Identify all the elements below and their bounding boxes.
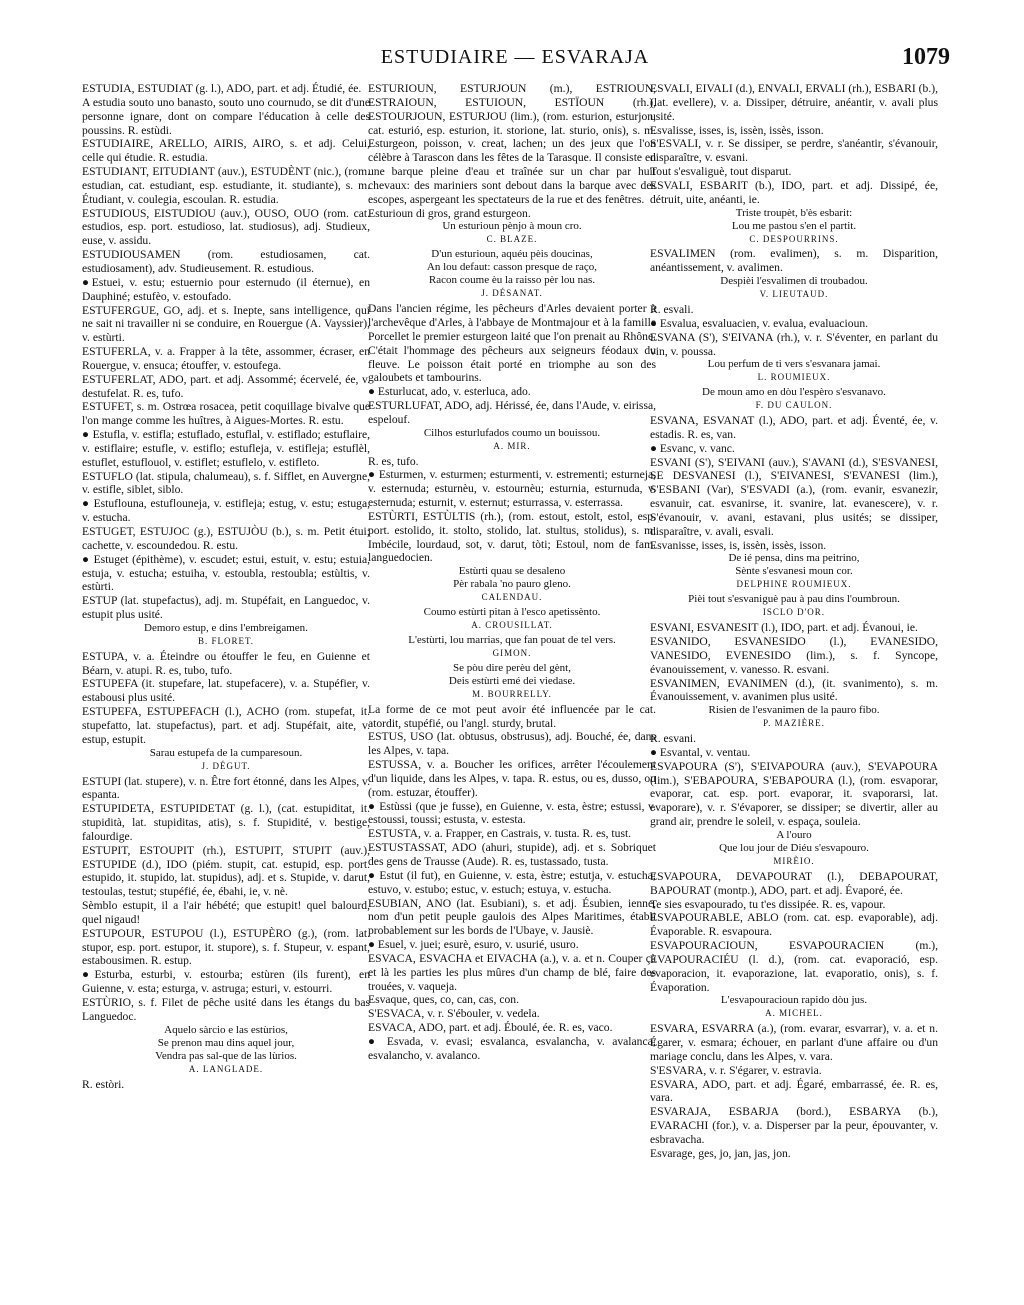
dictionary-entry: ESVANIMEN, EVANIMEN (d.), (it. svanimento), s. m. Évanouissement, v. avanimen plus usité. <box>650 676 938 704</box>
dictionary-entry: ● Esuel, v. juei; esurè, esuro, v. usurié, usuro. <box>368 938 579 952</box>
quotation-line: Lou me pastou s'en el partit. <box>731 219 857 232</box>
quotation-author: MIRÈIO. <box>773 855 815 866</box>
quotation-line: Sarau estupefa de la cumparesoun. <box>149 746 303 759</box>
quotation-line: Coumo estùrti pitan à l'esco apetissènto. <box>423 606 601 619</box>
quotation-author: A. MICHEL. <box>765 1008 823 1019</box>
quotation-line: Aquelo sàrcio e las estùrios, <box>164 1023 288 1036</box>
dictionary-entry: ● Estuget (épithème), v. escudet; estui, estuit, v. estu; estuia, estuja, v. estucha; estuiha, v. estoubla, restoubla; estùltis, v. estùrti. <box>82 552 370 594</box>
dictionary-entry: ESTUPEFA (it. stupefare, lat. stupefacere), v. a. Stupéfier, v. estabousi plus usité. <box>82 677 370 705</box>
dictionary-entry: La forme de ce mot peut avoir été influencée par le cat. atordit, stupéfié, ou l'angl. sturdy, brutal. <box>368 702 656 730</box>
quotation-author: DELPHINE ROUMIEUX. <box>736 579 852 590</box>
quotation-line: De ié pensa, dins ma peitrino, <box>728 552 860 565</box>
dictionary-entry: ESTUPIDETA, ESTUPIDETAT (g. l.), (cat. estupiditat, it. stupidità, lat. stupiditas, atis), s. f. Stupidité, v. bestige, falourdige. <box>82 802 370 843</box>
dictionary-entry: ESVACA, ESVACHA et EIVACHA (a.), v. a. et n. Couper çà et là les parties les plus mûres d'un champ de blé, faire des trouées, v. vaqueja. <box>368 951 656 993</box>
quotation-line: Deis estùrti emé dei viedase. <box>448 674 576 687</box>
dictionary-entry: ESVAPOURA, DEVAPOURAT (l.), DEBAPOURAT, BAPOURAT (montp.), ADO, part. et adj. Évaporé, ée. <box>650 869 938 897</box>
dictionary-entry: ESTUSTA, v. a. Frapper, en Castrais, v. tusta. R. es, tust. <box>368 827 632 841</box>
dictionary-entry: ● Esvalua, esvaluacien, v. evalua, evaluacioun. <box>650 316 869 330</box>
quotation-line: L'estùrti, lou marrias, que fan pouat de tel vers. <box>408 634 616 646</box>
dictionary-entry: ESTUP (lat. stupefactus), adj. m. Stupéfait, en Languedoc, v. estupit plus usité. <box>82 594 370 622</box>
quotation-line: Lou perfum de ti vers s'esvanara jamai. <box>707 358 881 371</box>
page-number: 1079 <box>902 44 950 70</box>
quotation-line: Se prenon mau dins aquel jour, <box>157 1036 295 1049</box>
dictionary-entry: ESTUFLO (lat. stipula, chalumeau), s. f. Sifflet, en Auvergne, v. estifle, siblet, siblo. <box>82 469 370 497</box>
dictionary-entry: R. esvali. <box>650 302 694 316</box>
dictionary-entry: ESVALIMEN (rom. evalimen), s. m. Disparition, anéantissement, v. avalimen. <box>650 247 938 275</box>
dictionary-entry: ESTUS, USO (lat. obtusus, obstrusus), adj. Bouché, ée, dans les Alpes, v. tapa. <box>368 730 656 758</box>
dictionary-entry: ESTUPIT, ESTOUPIT (rh.), ESTUPIT, STUPIT (auv.), ESTUPIDE (d.), IDO (piém. stupit, cat. estupid, esp. port. estupido, it. stupido, lat. stupidus), adj. et s. Stupide, v. darut, testoulas, testut; stupéfié, ée, ébahi, ie, v. nè. <box>82 843 370 899</box>
quotation-author: A. MIR. <box>493 440 531 451</box>
quotation-author: A. CROUSILLAT. <box>471 620 553 631</box>
dictionary-entry: A estudia souto uno banasto, souto uno cournudo, se dit d'une personne ignare, dont on compare l'éducation à celle des poussins. R. estùdi. <box>82 95 370 137</box>
dictionary-entry: ESVANA, ESVANAT (l.), ADO, part. et adj. Éventé, ée, v. estadis. R. es, van. <box>650 414 938 441</box>
dictionary-entry: ESTUFERGUE, GO, adj. et s. Inepte, sans intelligence, qui ne sait ni travailler ni se conduire, en Rouergue (A. Vayssier), v. estùrti. <box>82 303 370 345</box>
dictionary-entry: ESVACA, ADO, part. et adj. Éboulé, ée. R. es, vaco. <box>368 1021 613 1035</box>
column-middle <box>368 82 656 1063</box>
quotation-line: D'un esturioun, aquéu pèis doucinas, <box>431 248 593 261</box>
dictionary-entry: ESTUFERLA, v. a. Frapper à la tête, assommer, écraser, en Rouergue, v. ensuca; étouffer, v. estoufega. <box>82 345 370 372</box>
quotation-author: C. BLAZE. <box>486 234 538 245</box>
quotation-line: Despièi l'esvalimen di troubadou. <box>720 275 868 288</box>
quotation-author: P. MAZIÈRE. <box>763 718 825 729</box>
quotation-line: Racon coume èu la raisso pèr lou nas. <box>428 274 596 287</box>
dictionary-entry: Dans l'ancien régime, les pêcheurs d'Arles devaient porter à l'archevêque d'Arles, à l'abbaye de Montmajour et à la famille Porcellet le premier esturgeon laité que l'on prenait au Rhône. C'était l'hommage des pêcheurs aux seigneurs féodaux du fleuve. Le poisson était porté en triomphe au son des galoubets et tambourins. <box>368 302 656 385</box>
dictionary-entry: ESTÙRTI, ESTÙLTIS (rh.), (rom. estout, estolt, estol, esp. port. estolido, it. stolto, stolido, lat. stultus, stolidus), s. m. Imbécile, lourdaud, sot, v. darut, tòti; Estoul, nom de fam. languedocien. <box>368 509 656 565</box>
dictionary-entry: ESVAPOURABLE, ABLO (rom. cat. esp. evaporable), adj. Évaporable. R. esvapoura. <box>650 911 938 939</box>
quotation-line: Cilhos esturlufados coumo un bouissou. <box>423 426 601 439</box>
dictionary-entry: Esvalisse, isses, is, issèn, issès, isson. <box>650 123 824 137</box>
dictionary-entry: ESTURLUFAT, ADO, adj. Hérissé, ée, dans l'Aude, v. eirissa, espelouf. <box>368 399 656 426</box>
quotation-line: An lou defaut: casson presque de raço, <box>426 261 598 274</box>
dictionary-entry: ESTURIOUN, ESTURJOUN (m.), ESTRIOUN, ESTRAIOUN, ESTUIOUN, ESTÏOUN (rh.), ESTOURJOUN, ESTURJOU (lim.), (rom. esturion, esturjon, cat. esturió, esp. esturion, it. storione, lat. sturio, onis), s. m. Esturgeon, poisson, v. creat, lachen; un des jeux que l'on célèbre à Tarascon dans les fêtes de la Tarasque. Il consiste en une barque pleine d'eau et traînée sur un char par huit chevaux: des mariniers sont debout dans la barque avec des escopes, aspergeant les spectateurs de la rue et des fenêtres. <box>368 82 656 206</box>
dictionary-entry: S'ESVACA, v. r. S'ébouler, v. vedela. <box>368 1007 540 1021</box>
dictionary-entry: ESVANI (S'), S'EIVANI (auv.), S'AVANI (d.), S'ESVANESI, SE DESVANESI (l.), S'EIVANESI, S'EVANESI (lim.), S'ESBANI (Var), S'ESVADI (a.), (rom. evanir, esvanezir, esvanuir, cat. esvanirse, it. svanire, lat. evanescere), v. r. S'évanouir, v. avani, estavani, plus usités; se dissiper, disparaître, v. avali, esvali. <box>650 455 938 538</box>
dictionary-entry: R. esvani. <box>650 732 697 746</box>
quotation-line: Que lou jour de Diéu s'esvapouro. <box>719 841 869 854</box>
dictionary-entry: Esturioun di gros, grand esturgeon. <box>368 206 531 220</box>
dictionary-entry: ● Estufla, v. estifla; estuflado, estuflal, v. estiflado; estuflaire, v. estiflaire; estufle, v. estiflo; estufleja, v. estifleja; estuflèl, estuflet, estuflouol, v. estiflet; estuflelo, v. estifleto. <box>82 428 370 469</box>
quotation-line: Sènte s'esvanesi moun cor. <box>735 565 853 578</box>
dictionary-entry: ESVALI, ESBARIT (b.), IDO, part. et adj. Dissipé, ée, détruit, uite, anéanti, ie. <box>650 178 938 206</box>
dictionary-entry: Tout s'esvaliguè, tout disparut. <box>650 165 792 179</box>
dictionary-entry: S'ESVALI, v. r. Se dissiper, se perdre, s'anéantir, s'évanouir, disparaître, v. esvani. <box>650 137 938 165</box>
dictionary-entry: ESTUSTASSAT, ADO (ahuri, stupide), adj. et s. Sobriquet des gens de Trausse (Aude). R. es, tustassado, tusta. <box>368 841 656 868</box>
dictionary-entry: ● Estut (il fut), en Guienne, v. esta, èstre; estutja, v. estucha; estuvo, v. estubo; estuc, v. estuch; estuya, v. estucha. <box>368 868 656 896</box>
dictionary-entry: Esvarage, ges, jo, jan, jas, jon. <box>650 1146 791 1160</box>
dictionary-entry: ESVAPOURA (S'), S'EIVAPOURA (auv.), S'EVAPOURA (lim.), S'EBAPOURA, S'EBAPOURA (l.), (rom. esvaporar, evaporar, cat. esp. port. evaporar, it. svaporarsi, lat. evaporare), v. r. S'évaporer, se dissiper; se divertir, aller au grand air, prendre le soleil, v. espaça, souleia. <box>650 759 938 829</box>
quotation-author: V. LIEUTAUD. <box>759 289 829 300</box>
dictionary-entry: ESTUGET, ESTUJOC (g.), ESTUJÒU (b.), s. m. Petit étui; cachette, v. escoundedou. R. estu. <box>82 525 370 552</box>
quotation-line: Vendra pas sal-que de las lùrios. <box>155 1049 297 1062</box>
dictionary-entry: R. estòri. <box>82 1077 125 1091</box>
dictionary-entry: ●Esturba, esturbi, v. estourba; estùren (ils furent), en Guienne, v. esta; esturga, v. astruga; esturi, v. estourri. <box>82 968 370 996</box>
dictionary-entry: ESVARA, ESVARRA (a.), (rom. evarar, esvarrar), v. a. et n. Égarer, v. esmara; échouer, en parlant d'une affaire ou d'un mariage conclu, dans les Alpes, v. vara. <box>650 1022 938 1063</box>
dictionary-entry: Te sies esvapourado, tu t'es dissipée. R. es, vapour. <box>650 897 886 911</box>
dictionary-entry: ESTUFERLAT, ADO, part. et adj. Assommé; écervelé, ée, v. destufelat. R. es, tufo. <box>82 372 370 400</box>
quotation-author: ISCLO D'OR. <box>762 607 826 618</box>
quotation-line: De moun amo en dòu l'espèro s'esvanavo. <box>702 386 886 399</box>
quotation-line: Estùrti quau se desaleno <box>458 565 566 578</box>
quotation-line: Pèr rabala 'no pauro gleno. <box>453 578 571 591</box>
dictionary-entry: ●Estuei, v. estu; estuernio pour esternudo (il éternue), en Dauphiné; estufèo, v. estoufado. <box>82 275 370 303</box>
dictionary-entry: ESTUDIAIRE, ARELLO, AIRIS, AIRO, s. et adj. Celui, celle qui étudie. R. estudia. <box>82 137 370 165</box>
dictionary-entry: Sèmblo estupit, il a l'air hébété; que estupit! quel balourd, quel nigaud! <box>82 899 370 926</box>
quotation-author: B. FLORET. <box>197 635 255 646</box>
quotation-line: L'esvapouracioun rapido dòu jus. <box>720 994 868 1007</box>
dictionary-entry: ESTUPI (lat. stupere), v. n. Être fort étonné, dans les Alpes, v. espanta. <box>82 774 370 802</box>
dictionary-entry: ESTÙRIO, s. f. Filet de pêche usité dans les étangs du bas Languedoc. <box>82 996 370 1023</box>
dictionary-entry: ● Esvantal, v. ventau. <box>650 745 751 759</box>
quotation-line: Demoro estup, e dins l'embreigamen. <box>144 621 308 634</box>
dictionary-entry: ● Estuflouna, estuflouneja, v. estifleja; estug, v. estu; estuga, v. estucha. <box>82 497 370 525</box>
dictionary-entry: S'ESVARA, v. r. S'égarer, v. estravia. <box>650 1063 822 1077</box>
quotation-author: J. DÉSANAT. <box>481 288 543 299</box>
dictionary-entry: ESTUPEFA, ESTUPEFACH (l.), ACHO (rom. stupefat, it. stupefatto, lat. stupefactus), part. et adj. Stupéfait, aite, v. estup, estupit. <box>82 705 370 746</box>
quotation-author: C. DESPOURRINS. <box>749 233 839 244</box>
dictionary-entry: ESTUDIANT, EITUDIANT (auv.), ESTUDÈNT (nic.), (rom. estudian, cat. estudiant, esp. estudiante, it. studiante), s. m. Étudiant, v. coulegia, escoulan. R. estudia. <box>82 165 370 206</box>
quotation-author: A. LANGLADE. <box>188 1063 264 1074</box>
dictionary-entry: Esvanisse, isses, is, issèn, issès, isson. <box>650 538 827 552</box>
dictionary-entry: ESTUSSA, v. a. Boucher les orifices, arrêter l'écoulement d'un liquide, dans les Alpes, v. tapa. R. estus, ou es, dusso, ou (rom. estuzar, étouffer). <box>368 758 656 799</box>
column-left <box>82 82 370 1091</box>
dictionary-entry: ● Esturlucat, ado, v. esterluca, ado. <box>368 385 531 399</box>
dictionary-entry: ESVARA, ADO, part. et adj. Égaré, embarrassé, ée. R. es, vara. <box>650 1077 938 1105</box>
quotation-line: Un esturioun pènjo à moun cro. <box>442 220 582 233</box>
dictionary-entry: R. es, tufo. <box>368 454 419 468</box>
quotation-author: J. DÉGUT. <box>201 760 251 771</box>
quotation-line: Pièi tout s'esvaniguè pau à pau dins l'oumbroun. <box>688 593 900 606</box>
dictionary-entry: ESVANA (S'), S'EIVANA (rh.), v. r. S'éventer, en parlant du vin, v. poussa. <box>650 330 938 358</box>
quotation-author: M. BOURRELLY. <box>472 688 552 699</box>
dictionary-entry: ESVARAJA, ESBARJA (bord.), ESBARYA (b.), EVARACHI (for.), v. a. Disperser par la peur, épouvanter, v. esbravacha. <box>650 1105 938 1146</box>
dictionary-entry: ● Esvanc, v. vanc. <box>650 441 735 455</box>
running-head <box>80 46 950 76</box>
dictionary-entry: ● Esturmen, v. esturmen; esturmenti, v. estrementi; esturneja, v. esternuda; esturnèu, v. estournèu; esturnia, esturnuda, v. esternuda; esturnit, v. esternut; esturrassa, v. esterrassa. <box>368 468 656 510</box>
dictionary-entry: ESVAPOURACIOUN, ESVAPOURACIEN (m.), EVAPOURACIÉU (l. d.), (rom. cat. evaporació, esp. evaporacion, it. evaporazione, lat. evaporatio, onis), s. f. Évaporation. <box>650 939 938 994</box>
quotation-author: F. DU CAULON. <box>755 400 833 411</box>
dictionary-entry: ESTUPOUR, ESTUPOU (l.), ESTUPÈRO (g.), (rom. lat. stupor, esp. port. estupor, it. stupore), s. f. Stupeur, v. espant, estabousimen. R. estup. <box>82 926 370 968</box>
dictionary-entry: ESTUFET, s. m. Ostrœa rosacea, petit coquillage bivalve que l'on mange comme les huîtres, à Aigues-Mortes. R. estu. <box>82 400 370 428</box>
quotation-line: A l'ouro <box>776 828 812 841</box>
dictionary-entry: ESTUDIOUSAMEN (rom. estudiosamen, cat. estudiosament), adv. Studieusement. R. estudious. <box>82 248 370 275</box>
running-title: ESTUDIAIRE — ESVARAJA <box>380 46 650 68</box>
dictionary-entry: ESTUPA, v. a. Éteindre ou étouffer le feu, en Guienne et Béarn, v. atupi. R. es, tubo, tufo. <box>82 649 370 677</box>
quotation-line: Triste troupèt, b'ès esbarit: <box>735 206 853 219</box>
dictionary-entry: ● Estùssi (que je fusse), en Guienne, v. esta, èstre; estussi, v. estoussi, toussi; estusta, v. estesta. <box>368 799 656 827</box>
dictionary-entry: ESVALI, EIVALI (d.), ENVALI, ERVALI (rh.), ESBARI (b.), (lat. evellere), v. a. Dissiper, détruire, anéantir, v. avali plus usité. <box>650 82 938 123</box>
dictionary-entry: ESTUDIOUS, EISTUDIOU (auv.), OUSO, OUO (rom. cat. estudios, esp. port. estudioso, lat. studiosus), adj. Studieux, euse, v. assidu. <box>82 206 370 248</box>
dictionary-entry: ESUBIAN, ANO (lat. Esubiani), s. et adj. Ésubien, ienne, nom d'un petit peuple gaulois des Alpes Maritimes, établi probablement sur les bords de l'Ubaye, v. Jausiè. <box>368 896 656 938</box>
dictionary-entry: Esvaque, ques, co, can, cas, con. <box>368 993 519 1007</box>
quotation-author: CALENDAU. <box>481 592 543 603</box>
dictionary-entry: ● Esvada, v. evasi; esvalanca, esvalancha, v. avalanca; esvalancho, v. avalanco. <box>368 1034 656 1062</box>
quotation-line: Se pòu dire perèu del gènt, <box>453 661 571 674</box>
dictionary-entry: ESVANI, ESVANESIT (l.), IDO, part. et adj. Évanoui, ie. <box>650 621 918 635</box>
dictionary-entry: ESVANIDO, ESVANESIDO (l.), EVANESIDO, VANESIDO, EVENESIDO (lim.), s. f. Syncope, évanouissement, v. vanesso. R. esvani. <box>650 635 938 676</box>
dictionary-entry: ESTUDIA, ESTUDIAT (g. l.), ADO, part. et adj. Étudié, ée. <box>82 82 362 95</box>
column-right <box>650 82 938 1161</box>
quotation-line: Risien de l'esvanimen de la pauro fibo. <box>708 704 880 717</box>
quotation-author: GIMON. <box>492 648 532 658</box>
quotation-author: L. ROUMIEUX. <box>757 372 831 383</box>
